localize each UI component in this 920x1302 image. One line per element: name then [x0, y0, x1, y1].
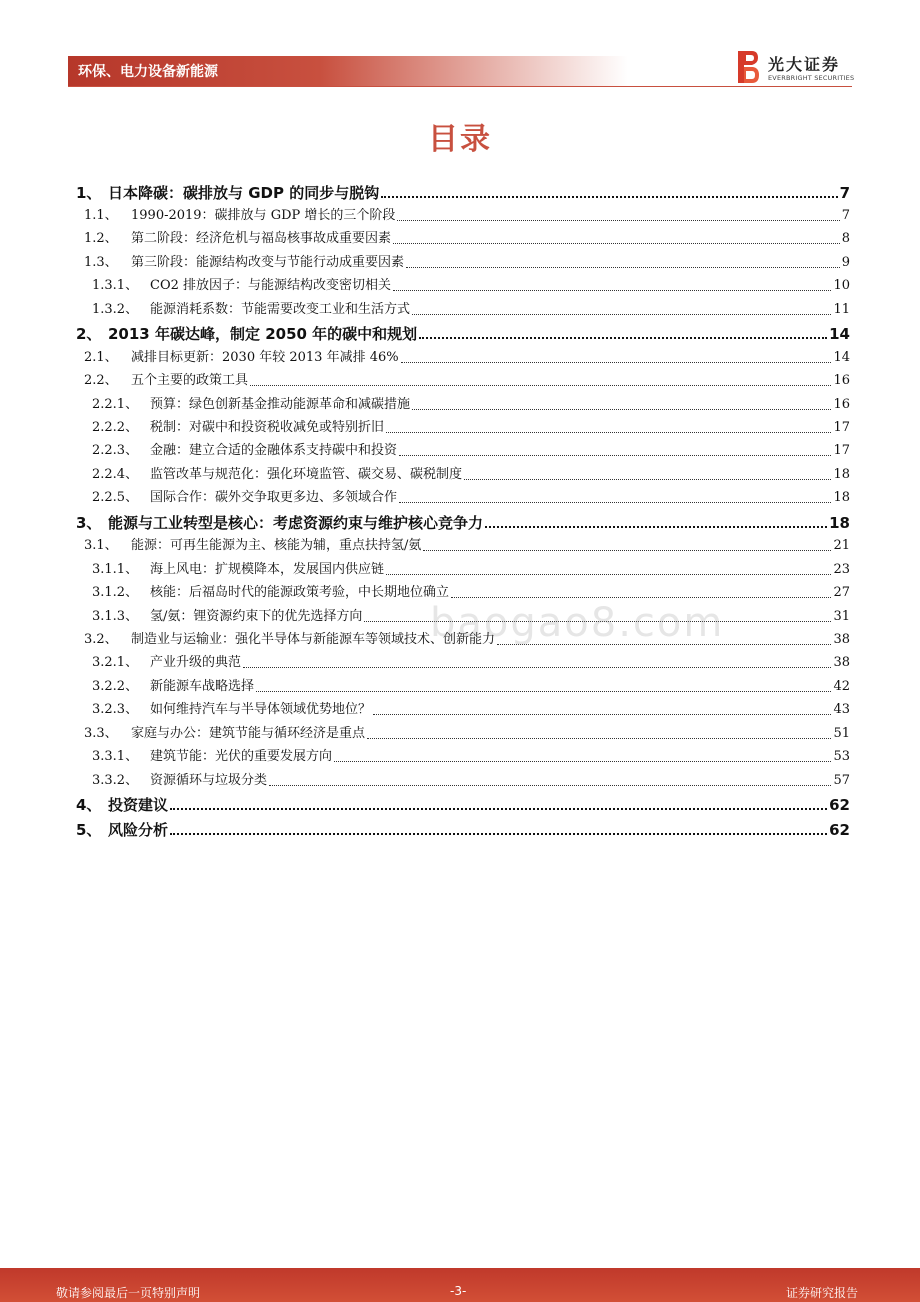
- logo-english-name: EVERBRIGHT SECURITIES: [768, 74, 855, 82]
- toc-leader-dots: [412, 408, 831, 410]
- toc-entry[interactable]: [68, 671, 850, 694]
- footer-report-type: 证券研究报告: [786, 1286, 859, 1300]
- toc-page-number: 23: [833, 561, 850, 577]
- toc-leader-dots: [412, 313, 831, 315]
- toc-leader-dots: [423, 549, 831, 551]
- toc-label: 如何维持汽车与半导体领域优势地位？: [150, 702, 372, 718]
- toc-number: 1.3.1、: [92, 278, 139, 294]
- toc-label: 制造业与运输业：强化半导体与新能源车等领域技术、创新能力: [131, 631, 496, 647]
- logo-mark-icon: [736, 50, 760, 84]
- toc-number: 3.3、: [84, 725, 118, 741]
- toc-number: 2.1、: [84, 349, 118, 365]
- toc-number: 2.2.4、: [92, 466, 139, 482]
- toc-label: 氢/氨：锂资源约束下的优先选择方向: [150, 608, 363, 624]
- toc-entry[interactable]: [68, 531, 850, 554]
- toc-leader-dots: [399, 454, 831, 456]
- toc-leader-dots: [386, 573, 831, 575]
- toc-number: 1.3.2、: [92, 301, 139, 317]
- toc-leader-dots: [401, 361, 832, 363]
- toc-page-number: 7: [839, 183, 850, 202]
- toc-entry[interactable]: [68, 294, 850, 317]
- toc-page-number: 31: [833, 608, 850, 624]
- toc-page-number: 14: [833, 349, 850, 365]
- toc-leader-dots: [367, 737, 831, 739]
- toc-entry[interactable]: [68, 389, 850, 412]
- footer-page-number: -3-: [450, 1284, 467, 1298]
- toc-number: 2.2.1、: [92, 396, 139, 412]
- toc-label: CO2 排放因子：与能源结构改变密切相关: [150, 278, 392, 294]
- toc-number: 3.2、: [84, 631, 118, 647]
- toc-number: 3.2.3、: [92, 702, 139, 718]
- toc-number: 2.2.3、: [92, 443, 139, 459]
- toc-label: 第三阶段：能源结构改变与节能行动成重要因素: [131, 254, 405, 270]
- toc-label: 第二阶段：经济危机与福岛核事故成重要因素: [131, 231, 392, 247]
- toc-label: 海上风电：扩规模降本，发展国内供应链: [150, 561, 385, 577]
- toc-label: 五个主要的政策工具: [131, 373, 249, 389]
- section-label: 环保、电力设备新能源: [78, 64, 218, 80]
- toc-entry[interactable]: [68, 436, 850, 459]
- toc-leader-dots: [170, 832, 827, 835]
- toc-entry[interactable]: [68, 459, 850, 482]
- toc-entry[interactable]: [68, 366, 850, 389]
- toc-number: 2.2.5、: [92, 490, 139, 506]
- toc-label: 能源：可再生能源为主、核能为辅，重点扶持氢/氨: [131, 538, 422, 554]
- toc-page-number: 17: [833, 419, 850, 435]
- brand-logo: [736, 50, 856, 84]
- toc-number: 4、: [76, 796, 102, 815]
- toc-label: 2013 年碳达峰，制定 2050 年的碳中和规划: [108, 325, 418, 344]
- toc-label: 新能源车战略选择: [150, 678, 255, 694]
- toc-label: 日本降碳：碳排放与 GDP 的同步与脱钩: [108, 183, 380, 202]
- toc-leader-dots: [386, 431, 831, 433]
- toc-entry[interactable]: [68, 578, 850, 601]
- toc-page-number: 8: [841, 231, 850, 247]
- toc-leader-dots: [381, 195, 837, 198]
- toc-entry[interactable]: [68, 224, 850, 247]
- toc-label: 预算：绿色创新基金推动能源革命和减碳措施: [150, 396, 411, 412]
- toc-page-number: 53: [833, 749, 850, 765]
- toc-page-number: 9: [841, 254, 850, 270]
- toc-page-number: 18: [833, 490, 850, 506]
- toc-page-number: 18: [833, 466, 850, 482]
- page-title: 目录: [428, 122, 492, 157]
- toc-entry[interactable]: [68, 718, 850, 741]
- toc-entry[interactable]: [68, 742, 850, 765]
- toc-page-number: 21: [833, 538, 850, 554]
- toc-entry[interactable]: [68, 247, 850, 270]
- toc-number: 3.2.2、: [92, 678, 139, 694]
- toc-leader-dots: [373, 713, 831, 715]
- toc-label: 税制：对碳中和投资税收减免或特别折旧: [150, 419, 385, 435]
- toc-entry[interactable]: [68, 176, 850, 201]
- table-of-contents: [68, 176, 850, 838]
- toc-page-number: 62: [829, 820, 850, 839]
- toc-entry[interactable]: [68, 506, 850, 531]
- toc-page-number: 27: [833, 585, 850, 601]
- toc-page-number: 11: [833, 301, 850, 317]
- toc-entry[interactable]: [68, 813, 850, 838]
- toc-label: 金融：建立合适的金融体系支持碳中和投资: [150, 443, 398, 459]
- toc-page-number: 62: [829, 796, 850, 815]
- header-divider: [68, 86, 852, 87]
- toc-entry[interactable]: [68, 271, 850, 294]
- toc-label: 能源消耗系数：节能需要改变工业和生活方式: [150, 301, 411, 317]
- toc-label: 监管改革与规范化：强化环境监管、碳交易、碳税制度: [150, 466, 463, 482]
- toc-page-number: 57: [833, 772, 850, 788]
- toc-page-number: 17: [833, 443, 850, 459]
- toc-leader-dots: [419, 336, 827, 339]
- toc-leader-dots: [464, 478, 831, 480]
- toc-label: 产业升级的典范: [150, 655, 242, 671]
- toc-page-number: 38: [833, 655, 850, 671]
- toc-label: 家庭与办公：建筑节能与循环经济是重点: [131, 725, 366, 741]
- toc-number: 3.3.1、: [92, 749, 139, 765]
- toc-entry[interactable]: [68, 342, 850, 365]
- toc-leader-dots: [170, 807, 827, 810]
- toc-page-number: 42: [833, 678, 850, 694]
- toc-number: 5、: [76, 820, 102, 839]
- toc-leader-dots: [406, 266, 840, 268]
- toc-entry[interactable]: [68, 648, 850, 671]
- toc-page-number: 10: [833, 278, 850, 294]
- toc-page-number: 51: [833, 725, 850, 741]
- toc-leader-dots: [393, 289, 831, 291]
- toc-page-number: 38: [833, 631, 850, 647]
- toc-number: 2.2、: [84, 373, 118, 389]
- toc-entry[interactable]: [68, 483, 850, 506]
- toc-leader-dots: [250, 384, 831, 386]
- header-band: [68, 56, 628, 86]
- watermark: baogao8.com: [430, 600, 725, 646]
- toc-number: 2、: [76, 325, 102, 344]
- toc-number: 2.2.2、: [92, 419, 139, 435]
- toc-leader-dots: [451, 596, 831, 598]
- toc-leader-dots: [399, 501, 831, 503]
- toc-entry[interactable]: [68, 765, 850, 788]
- toc-entry[interactable]: [68, 789, 850, 814]
- toc-number: 3、: [76, 513, 102, 532]
- toc-number: 3.1、: [84, 538, 118, 554]
- toc-label: 资源循环与垃圾分类: [150, 772, 268, 788]
- footer-disclaimer: 敬请参阅最后一页特别声明: [56, 1286, 201, 1300]
- logo-chinese-name: 光大证券: [768, 55, 841, 74]
- toc-label: 能源与工业转型是核心：考虑资源约束与维护核心竞争力: [108, 513, 484, 532]
- toc-label: 风险分析: [108, 820, 169, 839]
- toc-label: 1990-2019：碳排放与 GDP 增长的三个阶段: [131, 207, 396, 223]
- toc-leader-dots: [393, 242, 840, 244]
- toc-page-number: 16: [833, 373, 850, 389]
- toc-page-number: 43: [833, 702, 850, 718]
- toc-leader-dots: [256, 690, 831, 692]
- toc-number: 3.1.1、: [92, 561, 139, 577]
- toc-number: 1.3、: [84, 254, 118, 270]
- toc-page-number: 16: [833, 396, 850, 412]
- toc-number: 3.3.2、: [92, 772, 139, 788]
- toc-page-number: 7: [841, 207, 850, 223]
- toc-number: 3.2.1、: [92, 655, 139, 671]
- toc-number: 1.2、: [84, 231, 118, 247]
- toc-leader-dots: [269, 784, 831, 786]
- toc-label: 国际合作：碳外交争取更多边、多领域合作: [150, 490, 398, 506]
- toc-entry[interactable]: [68, 201, 850, 224]
- toc-label: 建筑节能：光伏的重要发展方向: [150, 749, 333, 765]
- toc-page-number: 14: [829, 325, 850, 344]
- toc-entry[interactable]: [68, 318, 850, 343]
- toc-label: 减排目标更新：2030 年较 2013 年减排 46%: [131, 349, 399, 365]
- toc-leader-dots: [485, 525, 827, 528]
- toc-page-number: 18: [829, 513, 850, 532]
- toc-label: 投资建议: [108, 796, 169, 815]
- toc-leader-dots: [334, 760, 831, 762]
- toc-leader-dots: [397, 219, 839, 221]
- toc-leader-dots: [243, 666, 831, 668]
- toc-entry[interactable]: [68, 413, 850, 436]
- toc-number: 1.1、: [84, 207, 118, 223]
- toc-number: 3.1.3、: [92, 608, 139, 624]
- toc-entry[interactable]: [68, 554, 850, 577]
- toc-label: 核能：后福岛时代的能源政策考验，中长期地位确立: [150, 585, 450, 601]
- toc-number: 1、: [76, 183, 102, 202]
- toc-entry[interactable]: [68, 695, 850, 718]
- toc-number: 3.1.2、: [92, 585, 139, 601]
